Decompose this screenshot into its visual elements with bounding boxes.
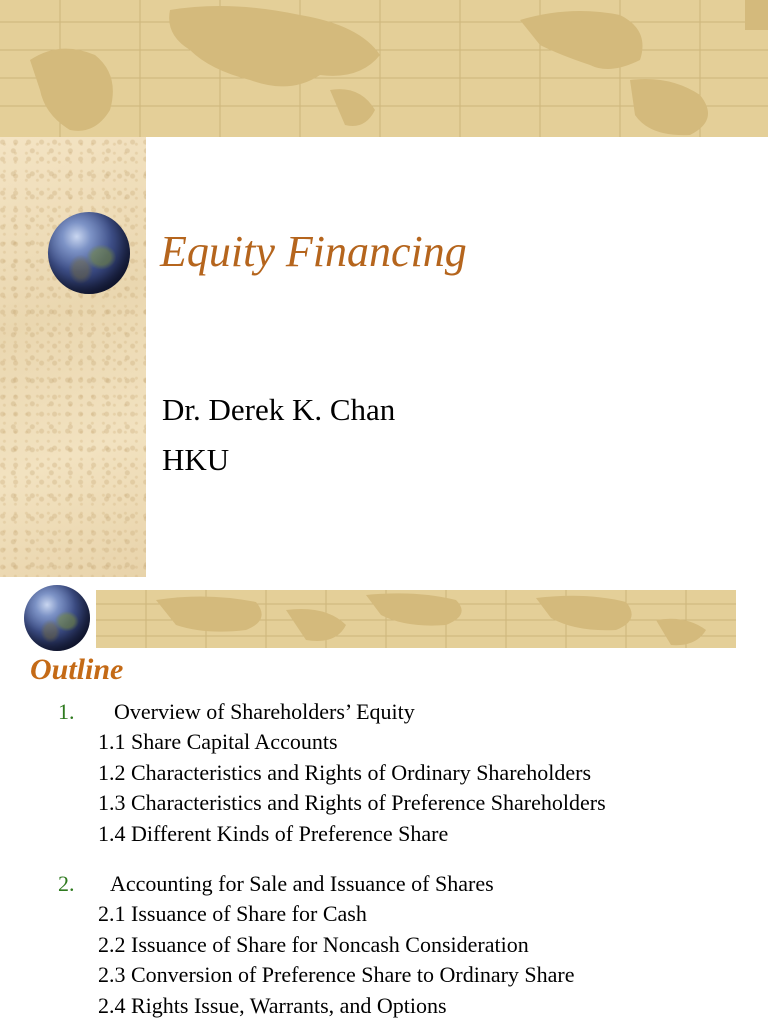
globe-icon bbox=[48, 212, 130, 294]
list-item: 1.3 Characteristics and Rights of Preference Shareholders bbox=[98, 790, 606, 815]
section-number: 1. bbox=[58, 699, 75, 724]
author-name: Dr. Derek K. Chan bbox=[162, 392, 396, 427]
list-item: 1.4 Different Kinds of Preference Share bbox=[98, 821, 449, 846]
list-item: 2.3 Conversion of Preference Share to Ordinary Share bbox=[98, 962, 575, 987]
world-map-graphic bbox=[96, 590, 736, 648]
section-title: Overview of Shareholders’ Equity bbox=[114, 699, 415, 724]
list-item: 2.1 Issuance of Share for Cash bbox=[98, 901, 367, 926]
list-item: 2.2 Issuance of Share for Noncash Consideration bbox=[98, 932, 529, 957]
globe-icon bbox=[24, 585, 90, 651]
slide-title: Equity Financing bbox=[160, 227, 467, 276]
list-item: 1.2 Characteristics and Rights of Ordinary Shareholders bbox=[98, 760, 592, 785]
world-map-banner bbox=[96, 590, 736, 648]
outline-slide bbox=[0, 577, 768, 1024]
section-number: 2. bbox=[58, 871, 75, 896]
list-item: 1.1 Share Capital Accounts bbox=[98, 729, 338, 754]
affiliation: HKU bbox=[162, 442, 230, 477]
world-map-banner bbox=[0, 0, 768, 137]
outline-heading: Outline bbox=[30, 653, 124, 686]
section-title: Accounting for Sale and Issuance of Shares bbox=[110, 871, 494, 896]
parchment-strip bbox=[0, 137, 146, 577]
world-map-graphic bbox=[0, 0, 768, 137]
list-item: 2.4 Rights Issue, Warrants, and Options bbox=[98, 993, 447, 1018]
